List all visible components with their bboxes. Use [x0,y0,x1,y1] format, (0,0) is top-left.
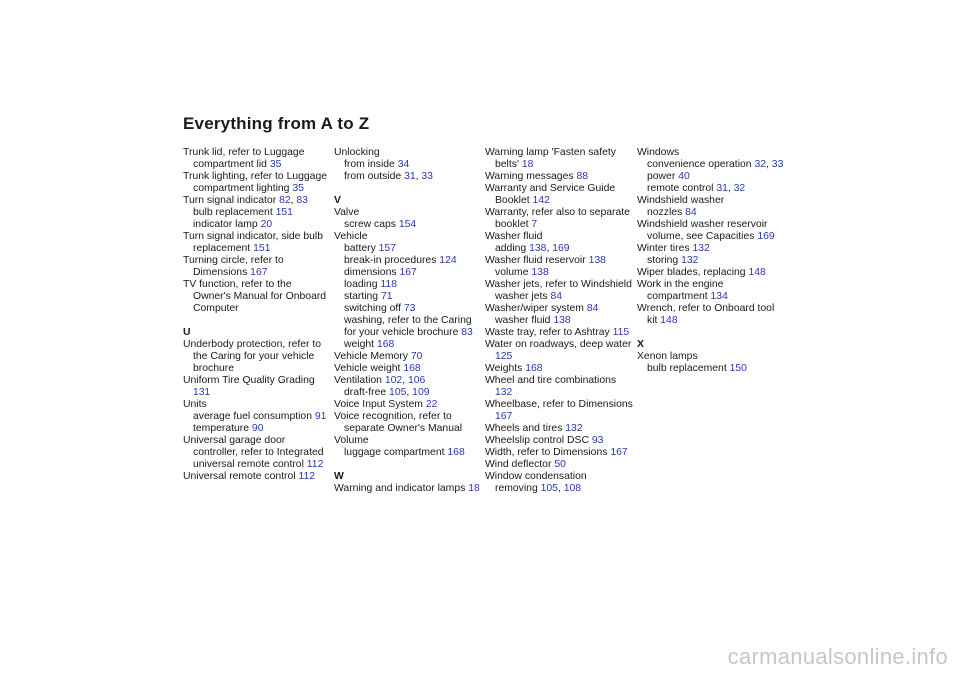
index-entry [637,219,785,231]
page-link[interactable]: 132 [495,387,513,398]
index-subentry: convenience operation 32, 33 [647,159,784,170]
entry-text: bulb replacement [193,207,276,218]
page-link[interactable]: 125 [495,351,513,362]
entry-text: Warranty and Service Guide Booklet [485,183,616,206]
page-link[interactable]: 70 [410,351,423,362]
index-subentry [637,363,785,375]
entry-text: Windows [637,147,680,158]
entry-text: TV function, refer to the Owner's Manual for Onboard Computer [183,279,327,314]
page-link[interactable]: 33 [771,159,784,170]
page-link[interactable]: 132 [681,255,699,266]
entry-text: removing [495,483,541,494]
entry-text: bulb replacement [647,363,730,374]
entry-text: Ventilation [334,375,385,386]
entry-text: washing, refer to the Caring for your vehicle brochure [344,315,472,338]
index-subentry [183,219,331,231]
page-link[interactable]: 91 [314,411,327,422]
entry-text: average fuel consumption [193,411,315,422]
entry-text: draft-free [344,387,390,398]
index-subentry: from outside 31, 33 [344,171,433,182]
index-entry [637,279,785,303]
page-link[interactable]: 83 [296,195,308,206]
index-entry [183,171,331,195]
entry-text: Waste tray, refer to Ashtray [485,327,613,338]
entry-text: Wheel and tire combinations [485,375,617,386]
entry-text: Trunk lighting, refer to Luggage compartment lighting [183,171,328,194]
index-subentry [334,159,482,171]
page-link[interactable]: 20 [260,219,273,230]
index-subentry [334,339,482,351]
index-entry [485,183,633,207]
page-link[interactable]: 50 [554,459,566,470]
page-link[interactable]: 35 [292,183,304,194]
index-subentry [334,219,482,231]
index-entry [334,147,482,159]
section-gap [334,183,482,195]
entry-text: temperature [193,423,252,434]
index-entry [485,327,633,339]
index-subentry [637,171,785,183]
entry-text: luggage compartment [344,447,448,458]
index-column-2 [334,147,482,495]
entry-text: Vehicle Memory [334,351,411,362]
entry-text: X [637,339,644,350]
entry-text: Underbody protection, refer to the Caring for your vehicle brochure [183,339,322,374]
index-entry [183,339,331,375]
entry-text: Turn signal indicator [183,195,280,206]
page-link[interactable]: 138 [529,243,547,254]
index-entry [183,375,331,399]
entry-text: Windshield washer [637,195,725,206]
page-link[interactable]: 148 [748,267,766,278]
page-link[interactable]: 167 [495,411,513,422]
page-link[interactable]: 102 [384,375,403,386]
page-link[interactable]: 34 [397,159,410,170]
page-link[interactable]: 40 [678,171,690,182]
index-entry [485,147,633,171]
page-link[interactable]: 106 [407,375,426,386]
index-subentry [334,243,482,255]
index-entry [485,423,633,435]
index-subentry [485,267,633,279]
page-link[interactable]: 112 [306,459,324,470]
index-entry [334,207,482,219]
entry-text: Work in the engine compartment [637,279,724,302]
entry-text: loading [344,279,381,290]
entry-text: Vehicle [334,231,368,242]
page-link[interactable]: 169 [552,243,570,254]
entry-text: remote control [647,183,717,194]
index-entry [485,171,633,183]
index-entry [334,399,482,411]
entry-text: battery [344,243,379,254]
entry-text: dimensions [344,267,400,278]
index-subentry [334,291,482,303]
page-link[interactable]: 31 [404,171,416,182]
index-entry [485,231,633,243]
page-link[interactable]: 105 [540,483,558,494]
index-subentry [334,303,482,315]
index-subentry [334,279,482,291]
index-entry [183,147,331,171]
page-link[interactable]: 154 [398,219,417,230]
page-link[interactable]: 169 [757,231,775,242]
index-entry [334,351,482,363]
entry-text: starting [344,291,381,302]
entry-text: break-in procedures [344,255,440,266]
page-link[interactable]: 32 [733,183,746,194]
index-entry [485,207,633,231]
index-entry [485,471,633,483]
index-subentry: removing 105, 108 [495,483,582,494]
entry-text: Turning circle, refer to Dimensions [183,255,284,278]
index-column-3 [485,147,633,495]
index-entry [485,363,633,375]
page-link[interactable]: 167 [399,267,417,278]
page-link[interactable]: 132 [692,243,710,254]
section-gap [183,315,331,327]
page-link[interactable]: 138 [531,267,549,278]
page-link[interactable]: 118 [380,279,397,290]
entry-text: Wheelslip control DSC [485,435,592,446]
index-entry [183,435,331,471]
index-entry: Ventilation 102, 106 [334,375,426,386]
entry-text: Volume [334,435,369,446]
page-link[interactable]: 115 [612,327,630,338]
page-link[interactable]: 18 [521,159,534,170]
entry-text: Voice Input System [334,399,426,410]
index-subentry [183,423,331,435]
entry-text: adding [495,243,530,254]
page-link[interactable]: 84 [685,207,697,218]
entry-text: Wiper blades, replacing [637,267,749,278]
entry-text: volume [495,267,532,278]
entry-text: Voice recognition, refer to separate Owner's Manual [334,411,463,434]
index-entry [485,459,633,471]
index-entry [183,255,331,279]
entry-text: Washer jets, refer to Windshield washer jets [485,279,632,302]
page-link[interactable]: 168 [447,447,465,458]
index-entry [637,195,785,207]
page-link[interactable]: 32 [754,159,767,170]
page-link[interactable]: 168 [525,363,543,374]
entry-text: Universal remote control [183,471,299,482]
index-entry [334,435,482,447]
index-subentry: remote control 31, 32 [647,183,746,194]
index-entry [485,375,633,399]
entry-text: Uniform Tire Quality Grading [183,375,315,386]
index-entry [637,303,785,327]
entry-text: Warning and indicator lamps [334,483,469,494]
entry-text: Weights [485,363,526,374]
page-link[interactable]: 131 [193,387,211,398]
page-link[interactable]: 109 [412,387,430,398]
index-subentry: adding 138, 169 [495,243,570,254]
entry-text: Water on roadways, deep water [485,339,632,350]
section-gap [637,327,785,339]
page-link[interactable]: 151 [275,207,293,218]
page-link[interactable]: 18 [468,483,480,494]
index-subentry [183,411,331,423]
entry-text: power [647,171,679,182]
entry-text: Wheels and tires [485,423,566,434]
entry-text: Window condensation [485,471,587,482]
index-subentry [334,447,482,459]
page-link[interactable]: 33 [421,171,433,182]
entry-text: Unlocking [334,147,380,158]
entry-text: washer fluid [495,315,554,326]
index-entry [637,243,785,255]
entry-text: Valve [334,207,360,218]
index-subentry [334,267,482,279]
entry-text: Units [183,399,207,410]
entry-text: U [183,327,191,338]
entry-text: switching off [344,303,404,314]
index-entry [637,147,785,159]
section-letter [334,195,482,207]
index-subentry: draft-free 105, 109 [344,387,430,398]
entry-text: screw caps [344,219,399,230]
index-entry [183,399,331,411]
entry-text: from outside [344,171,405,182]
entry-text: volume, see Capacities [647,231,758,242]
page-link[interactable]: 132 [565,423,583,434]
entry-text: Universal garage door controller, refer to Integrated universal remote control [183,435,324,470]
entry-text: Winter tires [637,243,693,254]
entry-text: Washer fluid [485,231,543,242]
page-link[interactable]: 35 [269,159,282,170]
entry-text: Wheelbase, refer to Dimensions [485,399,633,410]
index-entry [485,255,633,267]
page-link[interactable]: 168 [403,363,421,374]
entry-text: Wrench, refer to Onboard tool kit [637,303,775,326]
page-title: Everything from A to Z [183,114,370,133]
page-link[interactable]: 124 [439,255,457,266]
entry-text: Washer fluid reservoir [485,255,589,266]
page-link[interactable]: 83 [461,327,473,338]
page-link[interactable]: 82 [279,195,291,206]
index-entry [334,483,482,495]
entry-text: Width, refer to Dimensions [485,447,611,458]
page-link[interactable]: 168 [376,339,395,350]
index-entry [183,231,331,255]
index-entry [334,363,482,375]
entry-text: W [334,471,344,482]
page-link[interactable]: 71 [380,291,393,302]
entry-text: Wind deflector [485,459,555,470]
entry-text: Turn signal indicator, side bulb replacement [183,231,323,254]
entry-text: convenience operation [647,159,755,170]
index-entry [334,231,482,243]
entry-text: Vehicle weight [334,363,404,374]
entry-text: Warranty, refer also to separate booklet [485,207,630,230]
section-letter [334,471,482,483]
page-link[interactable]: 108 [563,483,582,494]
page-link[interactable]: 22 [425,399,438,410]
entry-text: V [334,195,341,206]
index-entry [485,303,633,315]
entry-text: weight [344,339,377,350]
index-column-1 [183,147,331,483]
section-gap [334,459,482,471]
entry-text: nozzles [647,207,686,218]
page-link[interactable]: 84 [586,303,599,314]
page-link[interactable]: 167 [250,267,268,278]
page-link[interactable]: 148 [660,315,678,326]
index-entry [183,471,331,483]
entry-text: from inside [344,159,398,170]
index-subentry [637,255,785,267]
page-link[interactable]: 134 [710,291,728,302]
index-entry [485,435,633,447]
index-entry [485,339,633,363]
entry-text: Warning messages [485,171,577,182]
entry-text: Warning lamp 'Fasten safety belts' [485,147,616,170]
page-link[interactable]: 7 [531,219,538,230]
index-entry [485,447,633,459]
entry-text: Windshield washer reservoir [637,219,768,230]
page-link[interactable]: 105 [389,387,407,398]
index-entry [183,279,331,315]
page-link[interactable]: 142 [532,195,550,206]
entry-text: Trunk lid, refer to Luggage compartment lid [183,147,305,170]
page-link[interactable]: 157 [378,243,396,254]
section-letter [637,339,785,351]
index-subentry [637,231,785,243]
index-entry [485,399,633,423]
index-subentry [334,315,482,339]
index-subentry [485,315,633,327]
section-letter [183,327,331,339]
page-link[interactable]: 90 [251,423,264,434]
page-link[interactable]: 138 [553,315,571,326]
index-entry [637,267,785,279]
entry-text: Washer/wiper system [485,303,587,314]
index-entry [637,351,785,363]
index-entry [485,279,633,303]
entry-text: Xenon lamps [637,351,698,362]
entry-text: indicator lamp [193,219,261,230]
page-link[interactable]: 88 [576,171,588,182]
page-link[interactable]: 93 [591,435,604,446]
page-link[interactable]: 112 [298,471,316,482]
entry-text: storing [647,255,682,266]
page-link[interactable]: 84 [550,291,563,302]
page-link[interactable]: 31 [716,183,728,194]
index-entry [334,411,482,435]
index-entry: Turn signal indicator 82, 83 [183,195,308,206]
page-link[interactable]: 151 [253,243,271,254]
page-link[interactable]: 138 [588,255,606,266]
page-link[interactable]: 150 [729,363,747,374]
index-subentry [183,207,331,219]
index-subentry [334,255,482,267]
page-link[interactable]: 73 [403,303,416,314]
page-link[interactable]: 167 [610,447,628,458]
index-column-4 [637,147,785,375]
watermark-text: carmanualsonline.info [727,644,948,669]
index-subentry [637,207,785,219]
